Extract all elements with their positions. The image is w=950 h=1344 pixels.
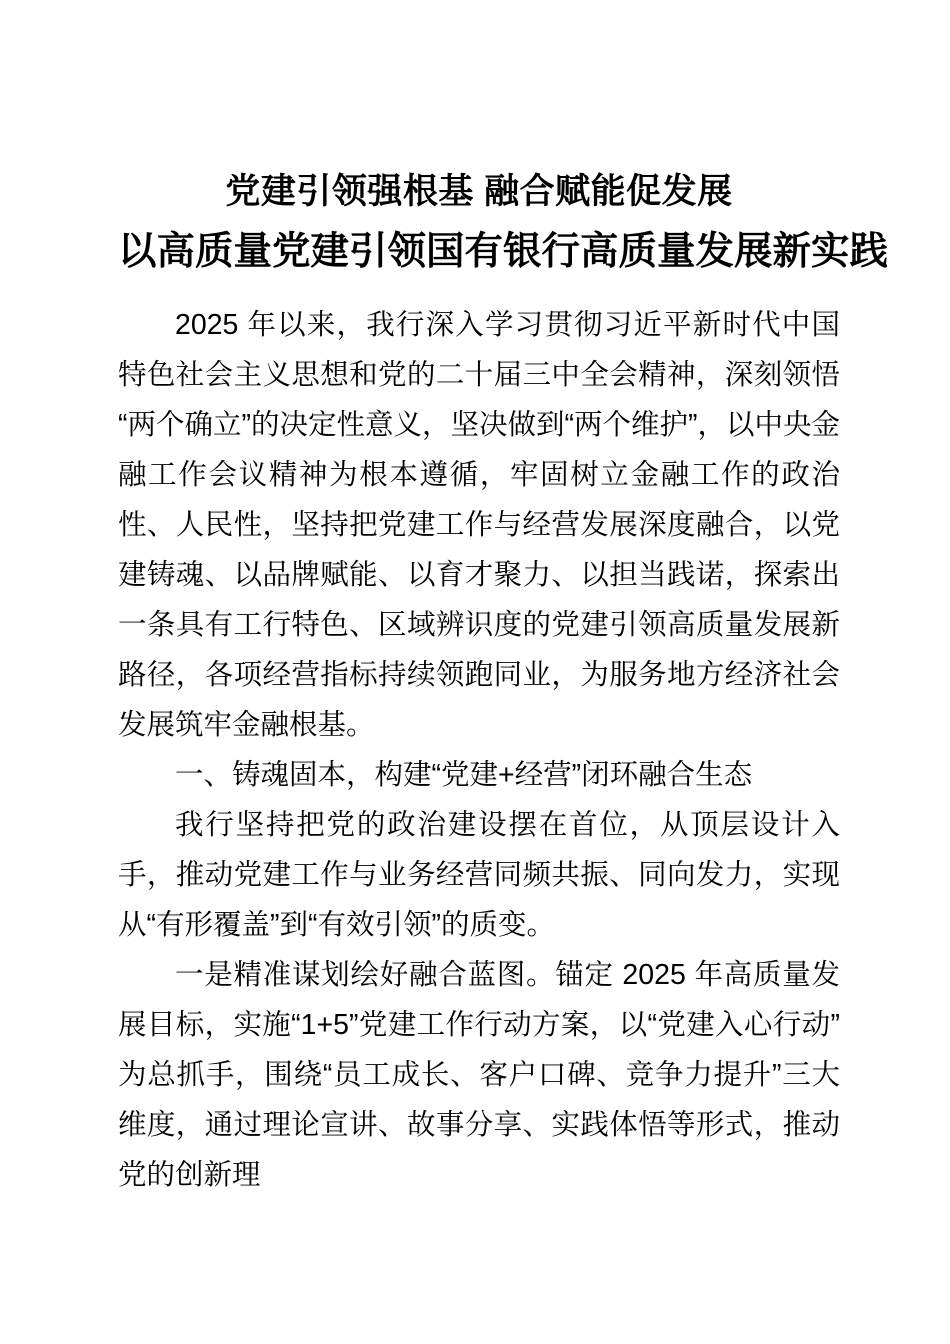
section-heading-one: 一、铸魂固本，构建“党建+经营”闭环融合生态	[175, 759, 753, 791]
section-one-intro-paragraph: 我行坚持把党的政治建设摆在首位，从顶层设计入手，推动党建工作与业务经营同频共振、同向发力，实现从“有形覆盖”到“有效引领”的质变。	[118, 809, 840, 941]
document-title-main: 党建引领强根基 融合赋能促发展	[225, 172, 733, 211]
document-title-sub: 以高质量党建引领国有银行高质量发展新实践	[118, 230, 889, 273]
opening-paragraph: 2025 年以来，我行深入学习贯彻习近平新时代中国特色社会主义思想和党的二十届三中全会精神，深刻领悟“两个确立”的决定性意义，坚决做到“两个维护”，以中央金融工作会议精神为根本遵循，牢固树立金融工作的政治性、人民性，坚持把党建工作与经营发展深度融合，以党建铸魂、以品牌赋能、以育才聚力、以担当践诺，探索出一条具有工行特色、区域辨识度的党建引领高质量发展新路径，各项经营指标持续领跑同业，为服务地方经济社会发展筑牢金融根基。	[118, 309, 840, 741]
point-one-paragraph: 一是精准谋划绘好融合蓝图。锚定 2025 年高质量发展目标，实施“1+5”党建工作行动方案，以“党建入心行动”为总抓手，围绕“员工成长、客户口碑、竞争力提升”三大维度，通过理论宣讲、故事分享、实践体悟等形式，推动党的创新理	[118, 959, 840, 1191]
document-content	[118, 168, 889, 1200]
